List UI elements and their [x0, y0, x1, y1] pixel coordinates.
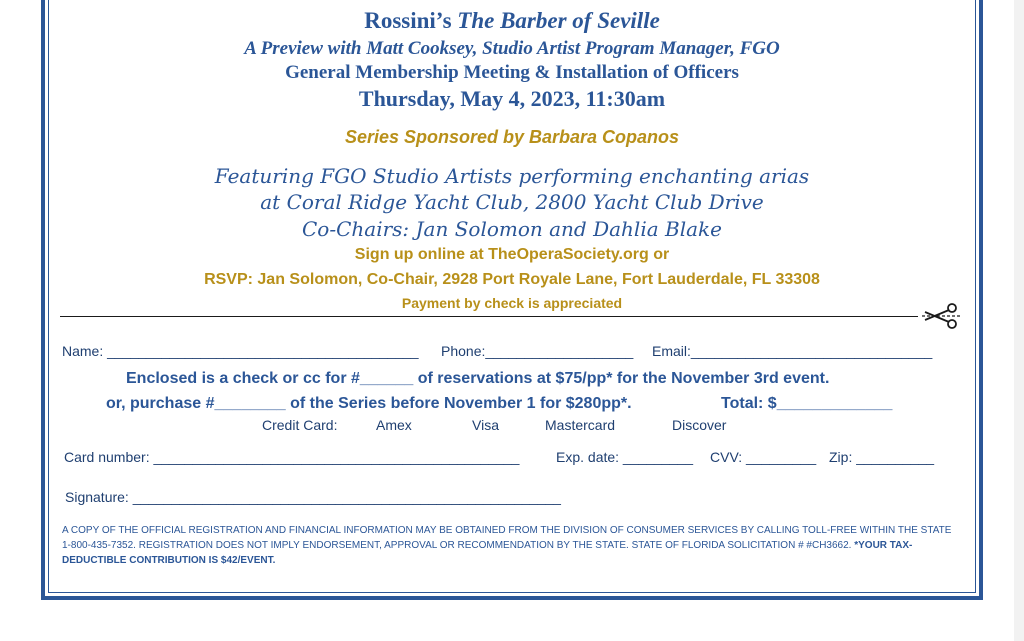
featuring-line-2: at Coral Ridge Yacht Club, 2800 Yacht Club Drive: [260, 190, 764, 214]
amex-option[interactable]: Amex: [376, 417, 412, 433]
zip-field[interactable]: Zip: __________: [829, 449, 935, 465]
name-field[interactable]: Name: ________________________________________: [62, 343, 419, 359]
rsvp-line: RSVP: Jan Solomon, Co-Chair, 2928 Port Royale Lane, Fort Lauderdale, FL 33308: [204, 271, 820, 288]
card-number-field[interactable]: Card number: _______________________________________________: [64, 449, 520, 465]
discover-option[interactable]: Discover: [672, 417, 727, 433]
featuring-line-3: Co-Chairs: Jan Solomon and Dahlia Blake: [302, 217, 722, 241]
total-field[interactable]: Total: $_____________: [721, 395, 893, 412]
featuring-line-1: Featuring FGO Studio Artists performing enchanting arias: [214, 164, 810, 188]
credit-card-label: Credit Card:: [262, 417, 338, 433]
cvv-field[interactable]: CVV: _________: [710, 449, 817, 465]
enclosed-line: Enclosed is a check or cc for #______ of reservations at $75/pp* for the November 3rd event.: [126, 370, 830, 387]
purchase-line: or, purchase #________ of the Series before November 1 for $280pp*.: [106, 395, 632, 412]
event-date: Thursday, May 4, 2023, 11:30am: [358, 86, 666, 111]
mastercard-option[interactable]: Mastercard: [545, 417, 616, 433]
event-title: Rossini’s The Barber of Seville: [364, 8, 660, 33]
email-field[interactable]: Email:_______________________________: [652, 343, 933, 359]
signature-field[interactable]: Signature: _______________________________________________________: [65, 489, 561, 505]
signup-line[interactable]: Sign up online at TheOperaSociety.org or: [354, 246, 670, 263]
preview-line: A Preview with Matt Cooksey, Studio Artist Program Manager, FGO: [244, 38, 780, 59]
meeting-line: General Membership Meeting & Installation of Officers: [285, 62, 739, 83]
disclaimer-text: A COPY OF THE OFFICIAL REGISTRATION AND FINANCIAL INFORMATION MAY BE OBTAINED FROM THE DIVISION OF CONSUMER SERVICES BY CALLING TOLL-FREE WITHIN THE STATE 1-800-435-7352. REGISTRATION DOES NOT IMPLY ENDORSEMENT, APPROVAL OR RECOMMENDATION BY THE STATE. STATE OF FLORIDA SOLICITATION # #CH3662. *YOUR TAX-DEDUCTIBLE CONTRIBUTION IS $42/EVENT.: [62, 525, 952, 566]
phone-field[interactable]: Phone:___________________: [441, 343, 634, 359]
visa-option[interactable]: Visa: [472, 417, 499, 433]
cut-line: [60, 316, 918, 317]
sponsor-line: Series Sponsored by Barbara Copanos: [344, 127, 680, 147]
payment-note: Payment by check is appreciated: [401, 295, 623, 311]
exp-date-field[interactable]: Exp. date: _________: [556, 449, 694, 465]
window-scroll-margin: [1014, 0, 1024, 641]
scissors-icon: [922, 299, 962, 331]
